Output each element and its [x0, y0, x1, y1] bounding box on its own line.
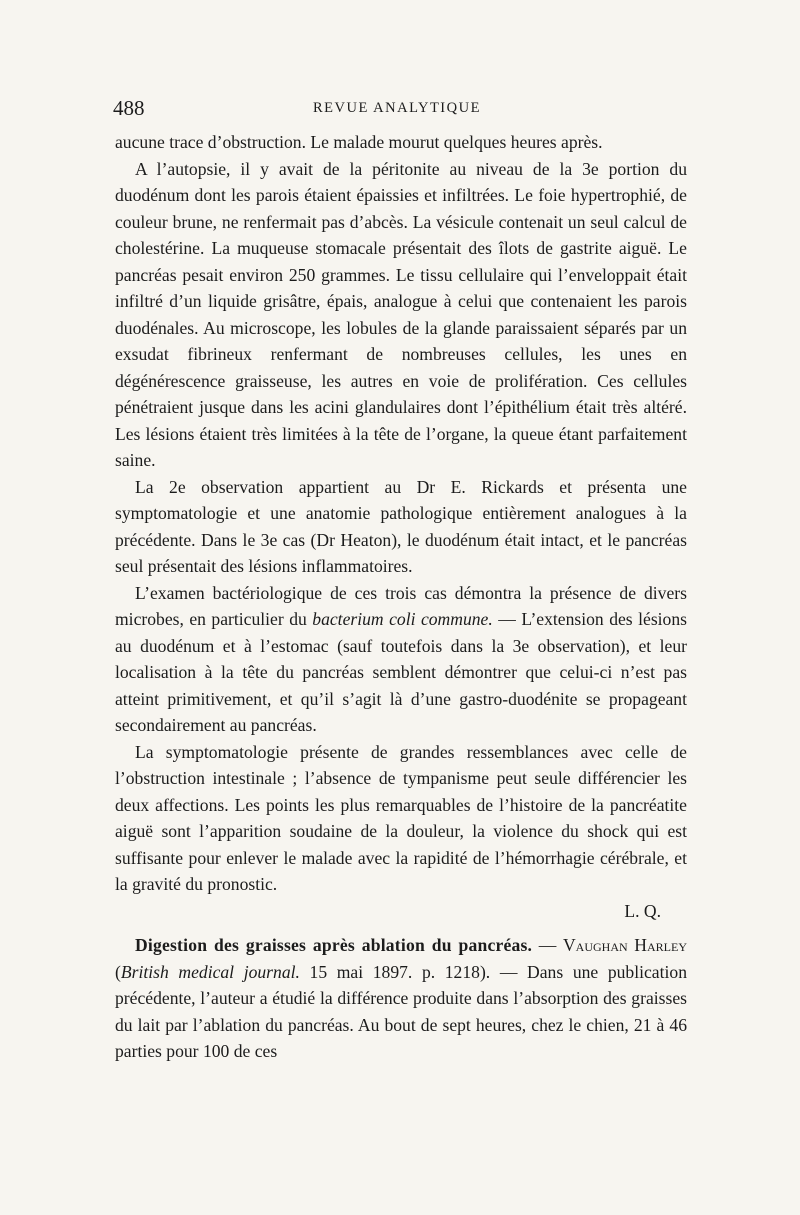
paragraph-second-observation: La 2e observation appartient au Dr E. Rickards et présenta une symptomatologie et une anatomie pathologique entièrement analogues à la précédente. Dans le 3e cas (Dr Heaton), le duodénum était intact, et le pancréas seul présentait des lésions inflammatoires. [115, 476, 687, 576]
body-text [115, 129, 687, 1065]
paragraph-bacteriology [115, 580, 687, 739]
source-details: 15 mai 1897. p. 1218). [309, 961, 491, 982]
journal-name: British medical journal. [120, 961, 300, 982]
paragraph-symptomatology: La symptomatologie présente de grandes ressemblances avec celle de l’obstruction intestinale ; l’absence de tympanisme peut seule différencier les deux affections. Les points les plus remarquables de l’histoire de la pancréatite aiguë sont l’apparition soudaine de la douleur, la violence du shock qui est suffisante pour enlever le malade avec la rapidité de l’hémorrhagie cérébrale, et la gravité du pronostic. [115, 741, 687, 894]
title-dash: — [538, 935, 557, 955]
article-paragraph [115, 932, 687, 1065]
bacterium-name: bacterium coli commune. [312, 609, 493, 629]
article-title: Digestion des graisses après ablation du pancréas. [135, 935, 533, 955]
bacteriology-text: L’examen bactériologique de ces trois cas démontra la présence de divers microbes, en particulier du [115, 582, 687, 629]
source-open: ( [115, 961, 121, 982]
paragraph-continuation: aucune trace d’obstruction. Le malade mourut quelques heures après. [115, 132, 603, 152]
author-signature: L. Q. [624, 900, 661, 921]
page-header [113, 96, 688, 122]
article-author: Vaughan Harley [562, 935, 687, 955]
running-head: REVUE ANALYTIQUE [313, 100, 481, 116]
bacteriology-text-end: — L’extension des lésions au duodénum et à l’estomac (sauf toutefois dans la 3e observation), et leur localisation à la tête du pancréas semblent démontrer que celui-ci n’est pas atteint primitivement, et qu’il s’agit là d’une gastro-duodénite se propageant secondairement au pancréas. [115, 609, 687, 735]
paragraph-autopsy: A l’autopsie, il y avait de la péritonite au niveau de la 3e portion du duodénum dont les parois étaient épaissies et infiltrées. Le foie hypertrophié, de couleur brune, ne renfermait pas d’abcès. La vésicule contenait un seul calcul de cholestérine. La muqueuse stomacale présentait des îlots de gastrite aiguë. Le pancréas pesait environ 250 grammes. Le tissu cellulaire qui l’enveloppait était infiltré d’un liquide grisâtre, épais, analogue à celui que contenaient les parois duodénales. Au microscope, les lobules de la glande paraissaient séparés par un exsudat fibrineux renfermant de nombreuses cellules, les unes en dégénérescence graisseuse, les autres en voie de prolifération. Ces cellules pénétraient jusque dans les acini glandulaires dont l’épithélium était très altéré. Les lésions étaient très limitées à la tête de l’organe, la queue étant parfaitement saine. [115, 158, 687, 470]
article-body: — Dans une publication précédente, l’auteur a étudié la différence produite dans l’absorption des graisses du lait par l’ablation du pancréas. Au bout de sept heures, chez le chien, 21 à 46 parties pour 100 de ces [115, 961, 687, 1061]
page-number: 488 [113, 96, 145, 120]
